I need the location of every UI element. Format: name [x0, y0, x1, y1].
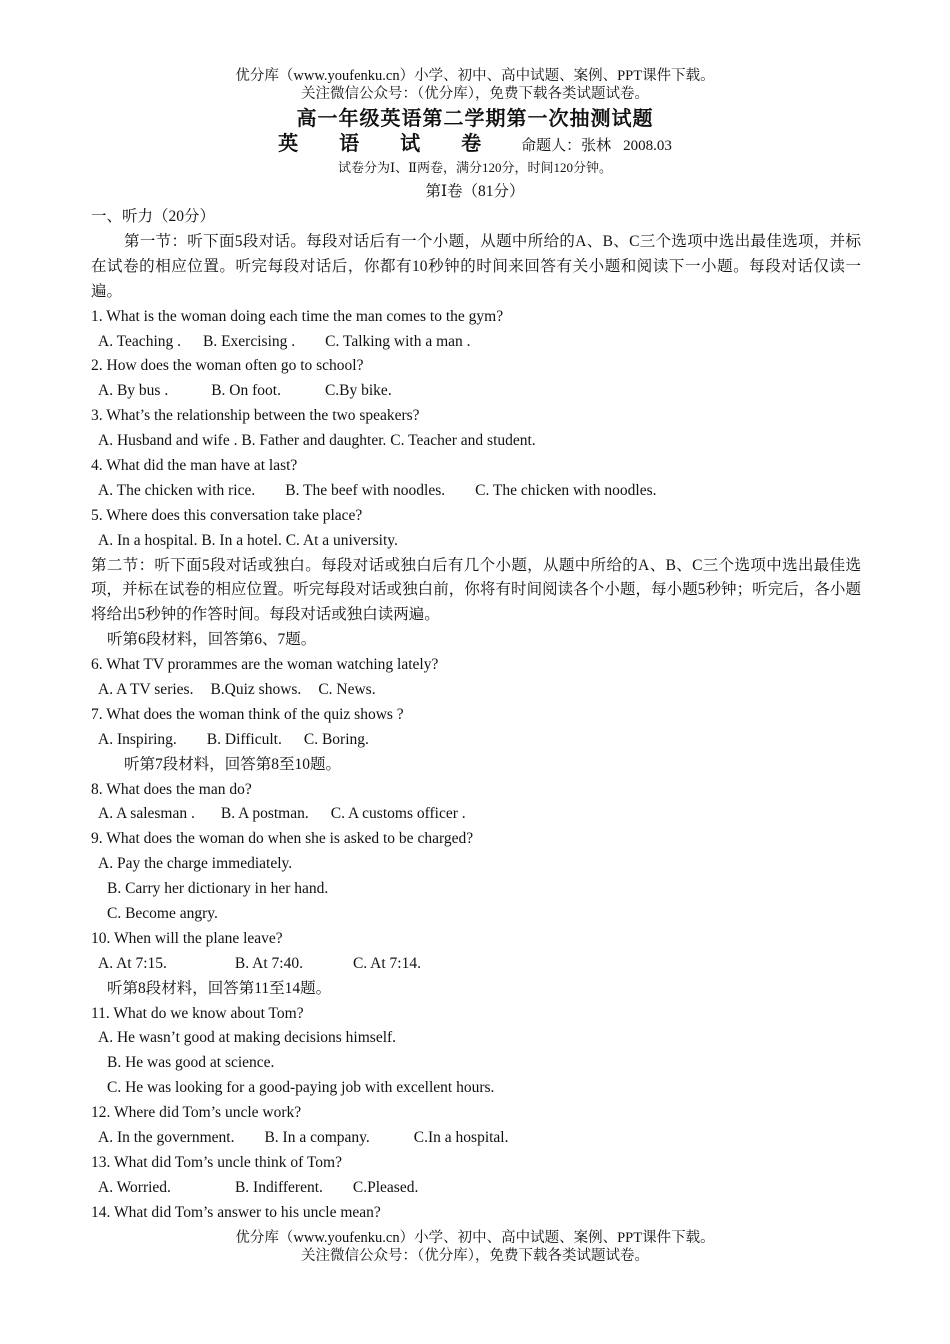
- section-heading: 一、听力（20分）: [91, 208, 216, 225]
- q12-options: [91, 1126, 861, 1151]
- q7-options: [91, 728, 861, 753]
- q12-option-a: A. In the government.: [98, 1129, 235, 1147]
- footer-line-1: 优分库（www.youfenku.cn）小学、初中、高中试题、案例、PPT课件下载。: [235, 1230, 715, 1246]
- q3-stem: 3. What’s the relationship between the two speakers?: [91, 407, 420, 425]
- q4-option-c: C. The chicken with noodles.: [475, 481, 657, 499]
- q9-option-c: C. Become angry.: [107, 905, 218, 923]
- listen-6-instruction: 听第6段材料，回答第6、7题。: [107, 631, 317, 649]
- q11-option-a: A. He wasn’t good at making decisions himself.: [98, 1029, 397, 1047]
- q9-option-a: A. Pay the charge immediately.: [98, 855, 293, 873]
- exam-subtitle: [0, 131, 950, 159]
- q7-stem: 7. What does the woman think of the quiz shows ?: [91, 705, 404, 723]
- q1-option-c: C. Talking with a man .: [325, 332, 471, 350]
- listen-8-instruction: 听第8段材料，回答第11至14题。: [107, 979, 332, 997]
- q9-option-b: B. Carry her dictionary in her hand.: [107, 880, 329, 898]
- subtitle-main: 英 语 试 卷: [278, 133, 500, 155]
- q3-options: A. Husband and wife . B. Father and daughter. C. Teacher and student.: [98, 432, 536, 450]
- q9-stem: 9. What does the woman do when she is asked to be charged?: [91, 830, 474, 848]
- q2-option-c: C.By bike.: [324, 382, 392, 400]
- header-line-2: 关注微信公众号：（优分库），免费下载各类试题试卷。: [301, 86, 649, 102]
- volume-heading: 第Ⅰ卷（81分）: [425, 183, 525, 200]
- subtitle-author: 命题人：张林: [521, 138, 612, 154]
- q8-option-c: C. A customs officer .: [330, 805, 466, 823]
- q13-option-b: B. Indifferent.: [234, 1178, 323, 1196]
- q8-stem: 8. What does the man do?: [91, 780, 252, 798]
- part1-intro: 第一节：听下面5段对话。每段对话后有一个小题，从题中所给的A、B、C三个选项中选出最佳选项，并标在试卷的相应位置。听完每段对话后，你都有10秒钟的时间来回答有关小题和阅读下一小题。每段对话仅读一遍。: [91, 232, 861, 300]
- q10-option-a: A. At 7:15.: [98, 954, 167, 972]
- q7-option-a: A. Inspiring.: [98, 730, 177, 748]
- q10-stem: 10. When will the plane leave?: [91, 929, 283, 947]
- subtitle-date: 2008.03: [623, 138, 672, 154]
- q13-option-c: C.Pleased.: [352, 1178, 419, 1196]
- q10-option-b: B. At 7:40.: [234, 954, 303, 972]
- q4-options: [91, 479, 861, 504]
- q6-options: [91, 678, 861, 703]
- q8-option-a: A. A salesman .: [98, 805, 195, 823]
- q10-options: [91, 952, 861, 977]
- q7-option-b: B. Difficult.: [206, 730, 282, 748]
- q6-option-b: B.Quiz shows.: [210, 681, 302, 699]
- q5-stem: 5. Where does this conversation take place?: [91, 506, 363, 524]
- footer-line-2: 关注微信公众号：（优分库），免费下载各类试题试卷。: [301, 1248, 649, 1264]
- q2-stem: 2. How does the woman often go to school?: [91, 357, 364, 375]
- exam-note: 试卷分为Ⅰ、Ⅱ两卷，满分120分，时间120分钟。: [338, 160, 612, 175]
- q10-option-c: C. At 7:14.: [352, 954, 421, 972]
- q12-stem: 12. Where did Tom’s uncle work?: [91, 1104, 302, 1122]
- q13-options: [91, 1176, 861, 1201]
- q6-stem: 6. What TV prorammes are the woman watching lately?: [91, 656, 439, 674]
- exam-title: 高一年级英语第二学期第一次抽测试题: [296, 108, 654, 130]
- q2-options: [91, 379, 861, 404]
- q1-stem: 1. What is the woman doing each time the man comes to the gym?: [91, 307, 504, 325]
- q12-option-c: C.In a hospital.: [413, 1129, 509, 1147]
- header-line-1: 优分库（www.youfenku.cn）小学、初中、高中试题、案例、PPT课件下载。: [235, 68, 715, 84]
- q6-option-a: A. A TV series.: [98, 681, 194, 699]
- q5-options: A. In a hospital. B. In a hotel. C. At a university.: [98, 531, 398, 549]
- q1-option-b: B. Exercising .: [203, 332, 296, 350]
- q6-option-c: C. News.: [318, 681, 376, 699]
- exam-body: [91, 205, 861, 1226]
- q4-option-b: B. The beef with noodles.: [285, 481, 446, 499]
- q4-stem: 4. What did the man have at last?: [91, 456, 298, 474]
- q1-option-a: A. Teaching .: [98, 332, 181, 350]
- q1-options: [91, 330, 861, 355]
- q2-option-a: A. By bus .: [98, 382, 169, 400]
- q4-option-a: A. The chicken with rice.: [98, 481, 256, 499]
- q11-option-c: C. He was looking for a good-paying job with excellent hours.: [107, 1079, 495, 1097]
- q2-option-b: B. On foot.: [211, 382, 281, 400]
- q11-option-b: B. He was good at science.: [107, 1054, 275, 1072]
- q8-options: [91, 802, 861, 827]
- q7-option-c: C. Boring.: [303, 730, 369, 748]
- q14-stem: 14. What did Tom’s answer to his uncle mean?: [91, 1203, 381, 1221]
- part2-intro: 第二节：听下面5段对话或独白。每段对话或独白后有几个小题，从题中所给的A、B、C三个选项中选出最佳选项，并标在试卷的相应位置。听完每段对话或独白前，你将有时间阅读各个小题，每小题5秒钟；听完后，各小题将给出5秒钟的作答时间。每段对话或独白读两遍。: [91, 556, 861, 624]
- listen-7-instruction: 听第7段材料，回答第8至10题。: [124, 755, 342, 773]
- q13-stem: 13. What did Tom’s uncle think of Tom?: [91, 1153, 342, 1171]
- q12-option-b: B. In a company.: [264, 1129, 370, 1147]
- q8-option-b: B. A postman.: [220, 805, 309, 823]
- q13-option-a: A. Worried.: [98, 1178, 171, 1196]
- q11-stem: 11. What do we know about Tom?: [91, 1004, 304, 1022]
